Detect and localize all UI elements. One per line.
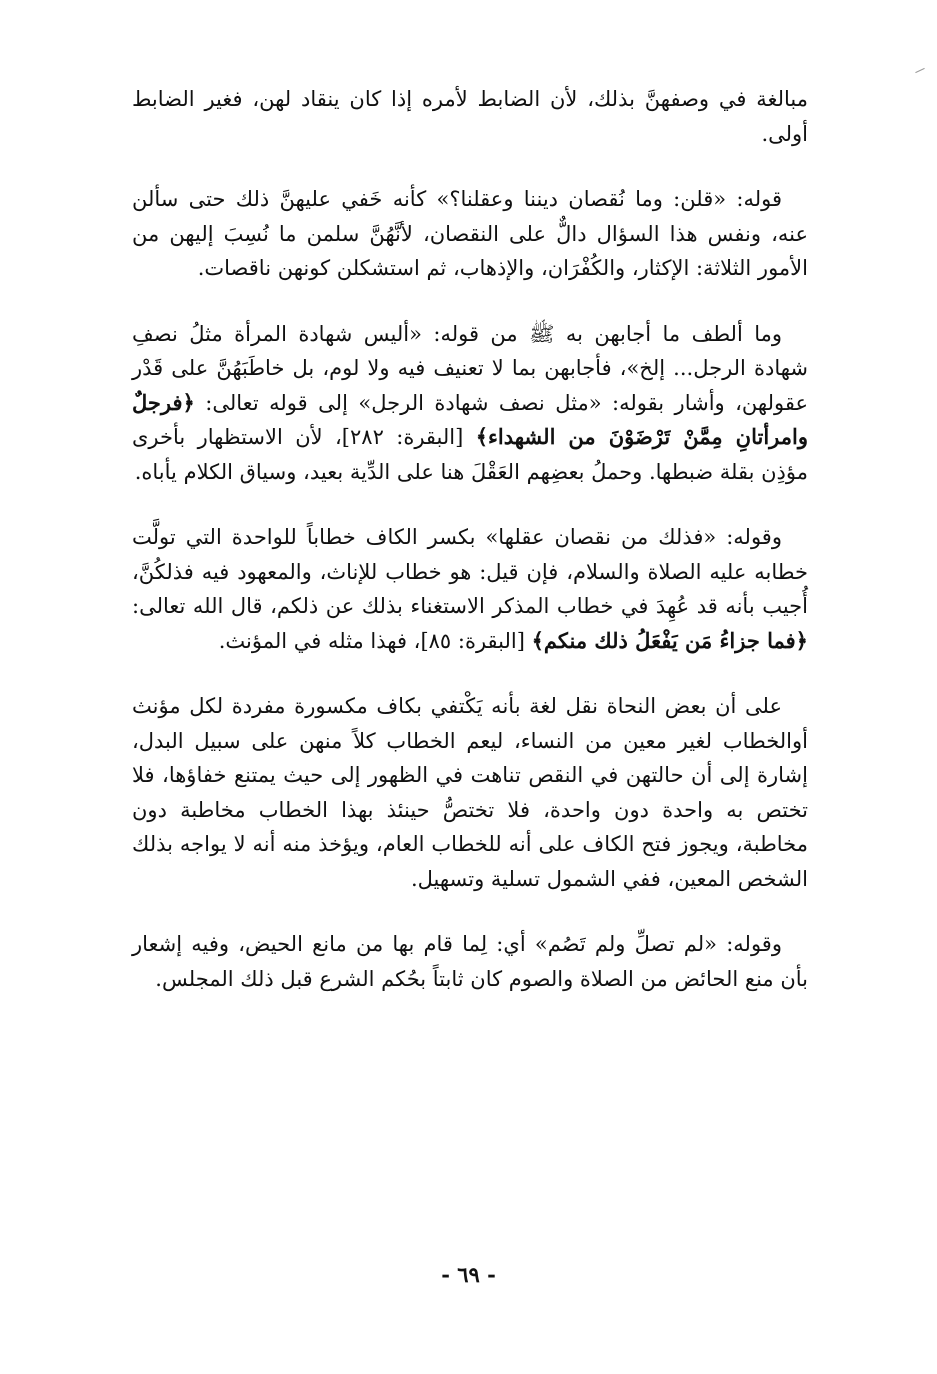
paragraph-text: وقوله: «لم تصلِّ ولم تَصُم» أي: لِما قام بها من مانع الحيض، وفيه إشعار بأن منع الحائض من الصلاة والصوم كان ثابتاً بحُكم الشرع قبل ذلك المجلس.	[132, 932, 808, 991]
page-number: - ٦٩ -	[441, 1262, 496, 1287]
paragraph-text: [البقرة: ٢٨٢]، لأن الاستظهار بأخرى مؤذِن بقلة ضبطها. وحملُ بعضِهم العَقْلَ هنا على الدِّية بعيد، وسياق الكلام يأباه.	[132, 425, 808, 484]
paragraph	[132, 927, 808, 996]
paragraph	[132, 317, 808, 490]
quran-quote: ﴿فرجلٌ وامرأتانِ مِمَّنْ تَرْضَوْنَ من الشهداء﴾	[132, 389, 808, 449]
paragraph-text: وما ألطف ما أجابهن به ﷺ من قوله: «أليس شهادة المرأة مثلُ نصفِ شهادة الرجل... إلخ»، فأجابهن بما لا تعنيف فيه ولا لوم، بل خاطَبَهُنَّ على قَدْر عقولهن، وأشار بقوله: «مثل نصف شهادة الرجل» إلى قوله تعالى:	[132, 321, 808, 415]
paragraph	[132, 182, 808, 286]
paragraph-text: قوله: «قلن: وما نُقصان ديننا وعقلنا؟» كأنه خَفي عليهنَّ ذلك حتى سألن عنه، ونفس هذا السؤال دالٌّ على النقصان، لأنَّهُنَّ سلمن ما نُسِبَ إليهن من الأمور الثلاثة: الإكثار، والكُفْرَان، والإذهاب، ثم استشكلن كونهن ناقصات.	[132, 187, 808, 280]
paragraph-text: [البقرة: ٨٥]، فهذا مثله في المؤنث.	[218, 628, 532, 653]
scan-mark	[915, 68, 924, 73]
paragraph	[132, 689, 808, 896]
paragraph-text: وقوله: «فذلك من نقصان عقلها» بكسر الكاف خطاباً للواحدة التي تولَّت خطابه عليه الصلاة والسلام، فإن قيل: هو خطاب للإناث، والمعهود فيه فذلكُنَّ، أُجيب بأنه قد عُهِدَ في خطاب المذكر الاستغناء بذلك عن ذلكم، قال الله تعالى:	[132, 525, 808, 618]
paragraph-text: مبالغة في وصفهنَّ بذلك، لأن الضابط لأمره إذا كان ينقاد لهن، فغير الضابط أولى.	[132, 87, 808, 146]
paragraph	[132, 520, 808, 658]
paragraph-text: على أن بعض النحاة نقل لغة بأنه يَكْتفي بكاف مكسورة مفردة لكل مؤنث أوالخطاب لغير معين من النساء، ليعم الخطاب كلاً منهن على سبيل البدل، إشارة إلى أن حالتهن في النقص تناهت في الظهور إلى حيث يمتنع خفاؤها، فلا تختص به واحدة دون واحدة، فلا تختصُّ حينئذ بهذا الخطاب مخاطبة دون مخاطبة، ويجوز فتح الكاف على أنه للخطاب العام، ويؤخذ منه أنه لا يواجه بذلك الشخص المعين، ففي الشمول تسلية وتسهيل.	[132, 694, 808, 891]
quran-quote: ﴿فما جزاءُ مَن يَفْعَلُ ذلك منكم﴾	[531, 627, 808, 653]
paragraph	[132, 82, 808, 151]
body-text	[132, 82, 808, 996]
